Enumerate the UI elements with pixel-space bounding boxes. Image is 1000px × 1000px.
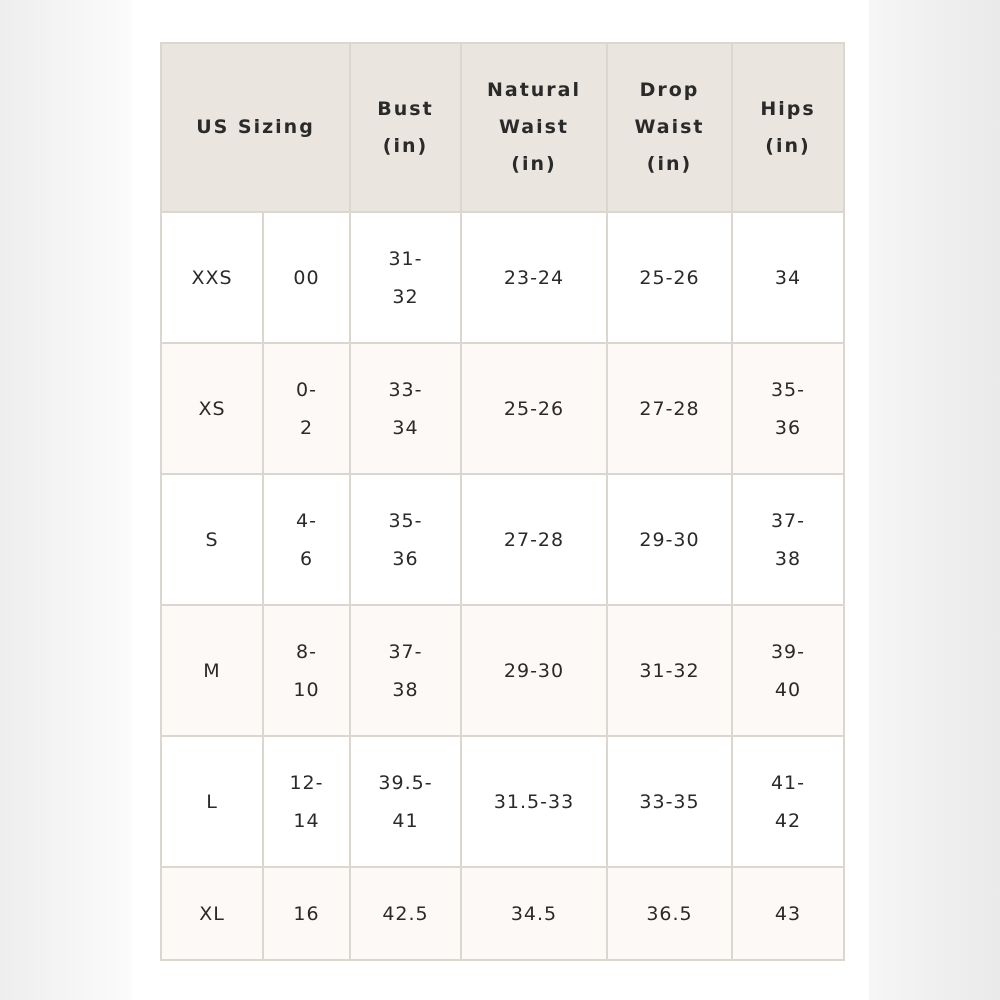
bust-cell: 37- 38 [350,605,461,736]
hips-cell: 39- 40 [732,605,844,736]
natural-waist-cell: 31.5-33 [461,736,607,867]
drop-waist-cell: 36.5 [607,867,732,960]
natural-waist-cell: 27-28 [461,474,607,605]
size-cell: M [161,605,263,736]
header-us-sizing: US Sizing [161,43,350,212]
size-cell: XXS [161,212,263,343]
hips-cell: 43 [732,867,844,960]
hips-cell: 37- 38 [732,474,844,605]
hips-cell: 34 [732,212,844,343]
number-cell: 8- 10 [263,605,350,736]
size-cell: L [161,736,263,867]
size-cell: S [161,474,263,605]
natural-waist-cell: 23-24 [461,212,607,343]
header-natural-waist: Natural Waist (in) [461,43,607,212]
drop-waist-cell: 31-32 [607,605,732,736]
table-row [161,212,844,343]
drop-waist-cell: 33-35 [607,736,732,867]
hips-cell: 35- 36 [732,343,844,474]
header-row [161,43,844,212]
bust-cell: 39.5- 41 [350,736,461,867]
header-drop-waist: Drop Waist (in) [607,43,732,212]
natural-waist-cell: 25-26 [461,343,607,474]
hips-cell: 41- 42 [732,736,844,867]
table-row [161,343,844,474]
size-cell: XS [161,343,263,474]
header-bust: Bust (in) [350,43,461,212]
natural-waist-cell: 34.5 [461,867,607,960]
number-cell: 12- 14 [263,736,350,867]
natural-waist-cell: 29-30 [461,605,607,736]
header-hips: Hips (in) [732,43,844,212]
bust-cell: 42.5 [350,867,461,960]
table-row [161,474,844,605]
bust-cell: 31- 32 [350,212,461,343]
drop-waist-cell: 25-26 [607,212,732,343]
number-cell: 0- 2 [263,343,350,474]
table-row [161,736,844,867]
size-cell: XL [161,867,263,960]
number-cell: 00 [263,212,350,343]
number-cell: 16 [263,867,350,960]
drop-waist-cell: 29-30 [607,474,732,605]
drop-waist-cell: 27-28 [607,343,732,474]
table-row [161,867,844,960]
number-cell: 4- 6 [263,474,350,605]
size-chart-table [160,42,845,961]
bust-cell: 33- 34 [350,343,461,474]
table-row [161,605,844,736]
bust-cell: 35- 36 [350,474,461,605]
